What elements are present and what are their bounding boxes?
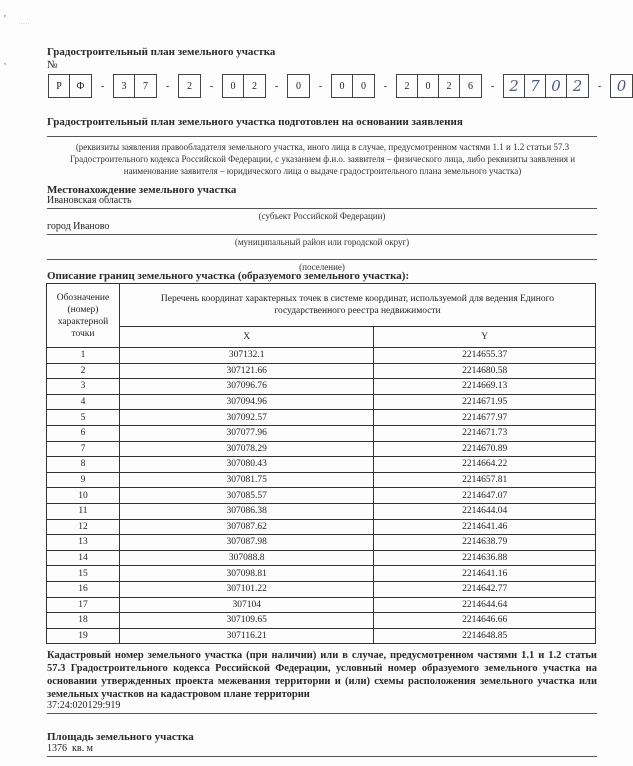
number-digit-box: 0	[223, 75, 244, 97]
point-number-cell: 8	[47, 457, 120, 473]
number-digit-box: 2	[397, 75, 418, 97]
y-coordinate-cell: 2214670.89	[374, 441, 596, 457]
table-row	[47, 581, 596, 597]
municipal-value: город Иваново	[47, 221, 110, 232]
boundaries-heading: Описание границ земельного участка (образуемого земельного участка):	[47, 270, 410, 282]
x-coordinate-cell: 307094.96	[119, 394, 373, 410]
number-separator: -	[318, 80, 323, 92]
number-separator: -	[383, 80, 388, 92]
y-coordinate-cell: 2214644.04	[374, 503, 596, 519]
x-coordinate-cell: 307096.76	[119, 379, 373, 395]
location-heading: Местонахождение земельного участка	[47, 184, 237, 196]
point-number-cell: 15	[47, 566, 120, 582]
basis-caption: (реквизиты заявления правообладателя земельного участка, иного лица в случае, предусмотренном частями 1.1 и 1.2 статьи 57.3 Градостроительного кодекса Российской Федерации, с указанием ф.и.о. заявителя – физического лица, либо реквизиты заявления и наименование заявителя – юридического лица о выдаче градостроительного плана земельного участка)	[69, 142, 576, 176]
number-group	[222, 74, 266, 98]
col-coords-header: Перечень координат характерных точек в системе координат, используемой для ведения Единого государственного реестра недвижимости	[119, 284, 595, 327]
point-number-cell: 1	[47, 348, 120, 364]
handwritten-digit-box: 0	[616, 77, 627, 95]
number-digit-box: 6	[468, 80, 473, 92]
scan-noise: ·····	[18, 20, 30, 28]
y-coordinate-cell: 2214641.46	[374, 519, 596, 535]
scan-mark: '	[4, 14, 6, 25]
point-number-cell: 3	[47, 379, 120, 395]
point-number-cell: 4	[47, 394, 120, 410]
x-coordinate-cell: 307078.29	[119, 441, 373, 457]
table-row	[47, 613, 596, 629]
subject-value: Ивановская область	[47, 195, 132, 206]
y-coordinate-cell: 2214648.85	[374, 628, 596, 644]
number-digit-box: 0	[296, 80, 301, 92]
table-row	[47, 410, 596, 426]
y-coordinate-cell: 2214677.97	[374, 410, 596, 426]
number-digit-box: 0	[418, 75, 439, 97]
number-digit-box: 2	[439, 75, 460, 97]
handwritten-digit-box: 2	[504, 75, 525, 97]
x-coordinate-cell: 307104	[119, 597, 373, 613]
handwritten-digit-box: 0	[546, 75, 567, 97]
y-coordinate-cell: 2214641.16	[374, 566, 596, 582]
table-row	[47, 472, 596, 488]
point-number-cell: 12	[47, 519, 120, 535]
settlement-underline	[47, 259, 597, 260]
number-digit-box: 2	[187, 80, 192, 92]
municipal-underline	[47, 234, 597, 235]
number-group	[113, 74, 157, 98]
y-coordinate-cell: 2214671.95	[374, 394, 596, 410]
y-coordinate-cell: 2214636.88	[374, 550, 596, 566]
scan-mark: ,	[4, 56, 7, 66]
number-group	[287, 74, 310, 98]
col-x-header: X	[119, 327, 373, 348]
col-y-header: Y	[374, 327, 596, 348]
table-row	[47, 597, 596, 613]
x-coordinate-cell: 307098.81	[119, 566, 373, 582]
point-number-cell: 7	[47, 441, 120, 457]
table-row	[47, 441, 596, 457]
number-digit-box: 0	[361, 80, 366, 92]
number-digit-box: 3	[114, 75, 135, 97]
municipal-caption: (муниципальный район или городской округ)	[234, 237, 410, 247]
x-coordinate-cell: 307121.66	[119, 363, 373, 379]
number-group	[48, 74, 92, 98]
number-digit-box: 7	[143, 80, 148, 92]
table-row	[47, 457, 596, 473]
number-digit-box: 2	[252, 80, 257, 92]
point-number-cell: 10	[47, 488, 120, 504]
table-row	[47, 566, 596, 582]
x-coordinate-cell: 307081.75	[119, 472, 373, 488]
document-title: Градостроительный план земельного участка	[47, 46, 276, 58]
x-coordinate-cell: 307086.38	[119, 503, 373, 519]
cadastral-underline	[47, 713, 597, 714]
point-number-cell: 5	[47, 410, 120, 426]
y-coordinate-cell: 2214644.64	[374, 597, 596, 613]
table-row	[47, 628, 596, 644]
number-separator: -	[490, 80, 495, 92]
x-coordinate-cell: 307077.96	[119, 425, 373, 441]
y-coordinate-cell: 2214664.22	[374, 457, 596, 473]
handwritten-digit-box: 2	[572, 77, 583, 95]
number-group	[178, 74, 201, 98]
y-coordinate-cell: 2214680.58	[374, 363, 596, 379]
y-coordinate-cell: 2214671.73	[374, 425, 596, 441]
x-coordinate-cell: 307087.62	[119, 519, 373, 535]
x-coordinate-cell: 307132.1	[119, 348, 373, 364]
y-coordinate-cell: 2214647.07	[374, 488, 596, 504]
point-number-cell: 17	[47, 597, 120, 613]
y-coordinate-cell: 2214646.66	[374, 613, 596, 629]
y-coordinate-cell: 2214642.77	[374, 581, 596, 597]
cadastral-value: 37:24:020129:919	[47, 700, 121, 711]
plan-number-boxes	[48, 75, 633, 97]
table-row	[47, 348, 596, 364]
number-group	[331, 74, 375, 98]
x-coordinate-cell: 307116.21	[119, 628, 373, 644]
x-coordinate-cell: 307109.65	[119, 613, 373, 629]
x-coordinate-cell: 307087.98	[119, 535, 373, 551]
table-row	[47, 394, 596, 410]
y-coordinate-cell: 2214638.79	[374, 535, 596, 551]
table-row	[47, 535, 596, 551]
x-coordinate-cell: 307101.22	[119, 581, 373, 597]
point-number-cell: 11	[47, 503, 120, 519]
basis-heading: Градостроительный план земельного участка подготовлен на основании заявления	[47, 116, 463, 128]
table-row	[47, 488, 596, 504]
x-coordinate-cell: 307085.57	[119, 488, 373, 504]
coordinates-table	[46, 283, 596, 644]
handwritten-digit-box: 7	[525, 75, 546, 97]
y-coordinate-cell: 2214669.13	[374, 379, 596, 395]
number-group	[396, 74, 482, 98]
point-number-cell: 19	[47, 628, 120, 644]
y-coordinate-cell: 2214655.37	[374, 348, 596, 364]
table-row	[47, 425, 596, 441]
subject-caption: (субъект Российской Федерации)	[258, 211, 386, 221]
point-number-cell: 9	[47, 472, 120, 488]
table-row	[47, 550, 596, 566]
point-number-cell: 6	[47, 425, 120, 441]
number-digit-box: Р	[49, 75, 70, 97]
point-number-cell: 14	[47, 550, 120, 566]
settlement-caption: (поселение)	[299, 262, 345, 272]
point-number-cell: 16	[47, 581, 120, 597]
x-coordinate-cell: 307088.8	[119, 550, 373, 566]
point-number-cell: 18	[47, 613, 120, 629]
y-coordinate-cell: 2214657.81	[374, 472, 596, 488]
table-row	[47, 379, 596, 395]
table-row	[47, 519, 596, 535]
table-row	[47, 503, 596, 519]
table-row	[47, 363, 596, 379]
cadastral-heading: Кадастровый номер земельного участка (при наличии) или в случае, предусмотренном частями 1.1 и 1.2 статьи 57.3 Градостроительного кодекса Российской Федерации, условный номер образуемого земельного участка на основании утвержденных проекта межевания территории и (или) схемы расположения земельного участка или земельных участков на кадастровом плане территории	[47, 650, 597, 700]
col-point-header: Обозначение (номер) характерной точки	[47, 284, 120, 348]
number-separator: -	[274, 80, 279, 92]
area-underline	[47, 756, 597, 757]
basis-underline	[47, 136, 597, 137]
number-separator: -	[100, 80, 105, 92]
number-group	[503, 74, 589, 98]
area-value: 1376 кв. м	[47, 743, 93, 754]
number-group	[610, 74, 633, 98]
number-sign: №	[47, 59, 58, 71]
area-heading: Площадь земельного участка	[47, 731, 194, 743]
number-separator: -	[165, 80, 170, 92]
subject-underline	[47, 208, 597, 209]
number-separator: -	[597, 80, 602, 92]
point-number-cell: 2	[47, 363, 120, 379]
point-number-cell: 13	[47, 535, 120, 551]
x-coordinate-cell: 307080.43	[119, 457, 373, 473]
number-digit-box: Ф	[76, 80, 85, 92]
x-coordinate-cell: 307092.57	[119, 410, 373, 426]
number-digit-box: 0	[332, 75, 353, 97]
number-separator: -	[209, 80, 214, 92]
